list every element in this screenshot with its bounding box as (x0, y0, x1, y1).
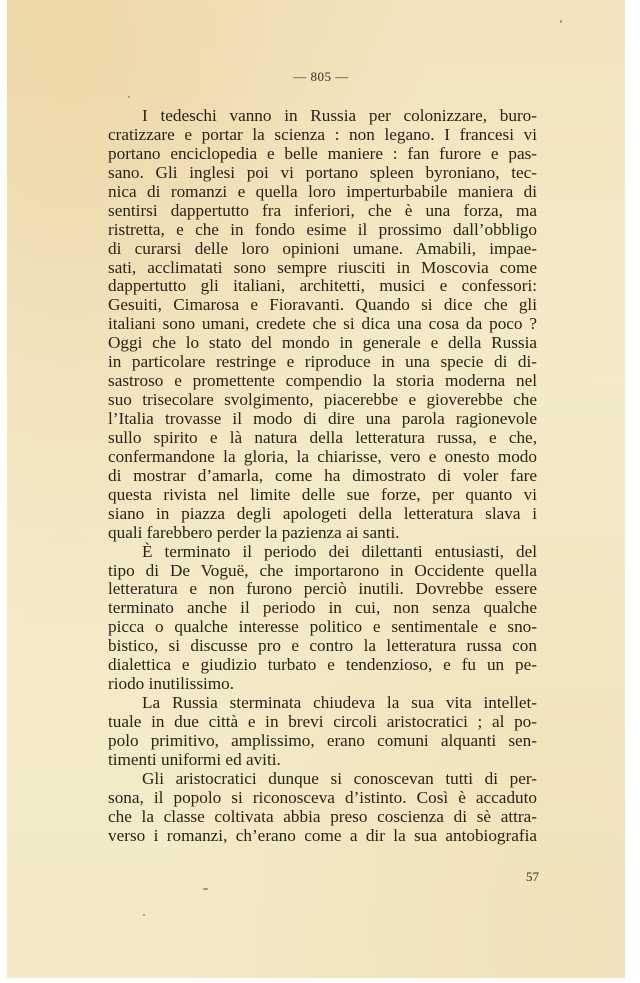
text-line: nica di romanzi e quella loro imperturbabile maniera di (108, 181, 537, 201)
text-line: tipo di De Voguë, che importarono in Occidente quella (108, 560, 537, 580)
paper-speck (143, 914, 145, 916)
paper-speck (560, 20, 562, 23)
text-line: questa rivista nel limite delle sue forze, per quanto vi (108, 484, 537, 504)
text-line: terminato anche il periodo in cui, non senza qualche (108, 598, 537, 618)
text-line: letteratura e non furono perciò inutili. Dovrebbe essere (108, 579, 537, 599)
text-line: sentirsi dappertutto fra inferiori, che è una forza, ma (108, 200, 537, 220)
text-line: sati, acclimatati sono sempre riusciti in Moscovia come (108, 257, 537, 277)
text-line: polo primitivo, amplissimo, erano comuni alquanti sen- (108, 730, 537, 750)
text-line: quali farebbero perder la pazienza ai santi. (108, 522, 400, 542)
text-line: timenti uniformi ed aviti. (108, 749, 281, 769)
text-line: sona, il popolo si riconosceva d’istinto. Così è accaduto (108, 787, 537, 807)
text-line: Gli aristocratici dunque si conoscevan tutti di per- (142, 768, 537, 788)
text-line: dialettica e giudizio turbato e tendenzioso, e fu un pe- (108, 655, 537, 675)
text-line: siano in piazza degli apologeti della letteratura slava i (108, 503, 537, 523)
text-line: Oggi che lo stato del mondo in generale e della Russia (108, 333, 537, 353)
page-sheet (7, 0, 625, 978)
page-number: 57 (526, 869, 539, 884)
text-line: verso i romanzi, ch’erano come a dir la sua antobiografia (108, 825, 537, 845)
text-line: Gesuiti, Cimarosa e Fioravanti. Quando si dice che gli (108, 295, 537, 315)
text-line: bistico, si discusse pro e contro la letteratura russa con (108, 636, 537, 656)
text-line: di mostrar d’amarla, come ha dimostrato di voler fare (108, 465, 537, 485)
text-line: confermandone la gloria, la chiarisse, vero e onesto modo (108, 446, 537, 466)
text-line: La Russia sterminata chiudeva la sua vita intellet- (142, 693, 537, 713)
text-line: I tedeschi vanno in Russia per colonizzare, buro- (142, 106, 537, 125)
text-line: portano enciclopedia e belle maniere : fan furore e pas- (108, 143, 537, 163)
text-line: dappertutto gli italiani, architetti, musici e confessori: (108, 276, 537, 296)
text-line: ristretta, e che in fondo esime il prossimo dall’obbligo (108, 219, 537, 239)
running-folio: — 805 — (293, 69, 349, 84)
text-line: picca o qualche interesse politico e sentimentale e sno- (108, 617, 537, 637)
text-line: in particolare restringe e riproduce in una specie di di- (108, 352, 537, 372)
text-line: di curarsi delle loro opinioni umane. Amabili, impae- (108, 238, 537, 258)
text-line: cratizzare e portar la scienza : non legano. I francesi vi (108, 124, 537, 144)
text-line: sullo spirito e là natura della letteratura russa, e che, (108, 427, 537, 447)
text-line: tuale in due città e in brevi circoli aristocratici ; al po- (108, 712, 537, 731)
text-line: che la classe coltivata abbia preso coscienza di sè attra- (108, 806, 537, 826)
paper-speck (203, 888, 208, 890)
text-line: italiani sono umani, credete che si dica una cosa da poco ? (108, 314, 537, 334)
body-text (108, 107, 537, 846)
paper-speck (128, 96, 130, 98)
text-line: suo trisecolare svolgimento, piacerebbe e gioverebbe che (108, 390, 537, 410)
text-line: l’Italia trovasse il modo di dire una parola ragionevole (108, 409, 537, 428)
text-line: sastroso e promettente compendio la storia moderna nel (108, 371, 537, 391)
text-line: sano. Gli inglesi poi vi portano spleen byroniano, tec- (108, 162, 537, 182)
text-line: È terminato il periodo dei dilettanti entusiasti, del (142, 541, 537, 561)
text-line: riodo inutilissimo. (108, 674, 235, 694)
